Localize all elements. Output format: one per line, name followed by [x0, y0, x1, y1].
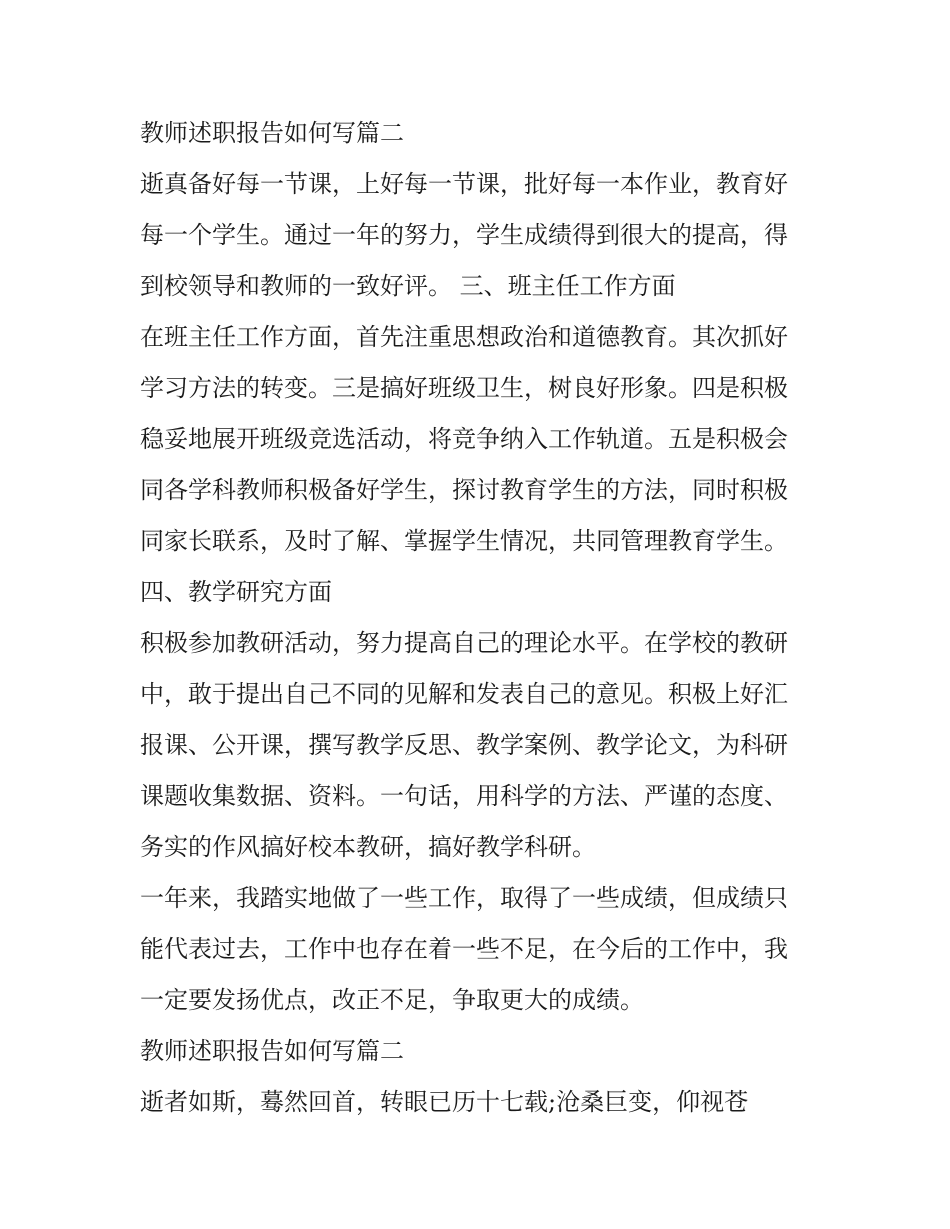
- text-line: 每一个学生。通过一年的努力，学生成绩得到很大的提高，得: [140, 221, 788, 249]
- text-line: 中，敢于提出自己不同的见解和发表自己的意见。积极上好汇: [140, 680, 788, 708]
- text-line: 在班主任工作方面，首先注重思想政治和道德教育。其次抓好: [140, 323, 788, 351]
- text-line: 课题收集数据、资料。一句话，用科学的方法、严谨的态度、: [140, 782, 788, 810]
- text-line: 积极参加教研活动，努力提高自己的理论水平。在学校的教研: [140, 629, 788, 657]
- text-line: 逝者如斯，蓦然回首，转眼已历十七载;沧桑巨变，仰视苍: [140, 1088, 749, 1116]
- text-line: 稳妥地展开班级竞选活动，将竞争纳入工作轨道。五是积极会: [140, 425, 788, 453]
- text-line: 同各学科教师积极备好学生，探讨教育学生的方法，同时积极: [140, 476, 788, 504]
- section-heading: 教师述职报告如何写篇二: [140, 119, 404, 147]
- text-line: 到校领导和教师的一致好评。 三、班主任工作方面: [140, 272, 676, 300]
- text-line: 同家长联系，及时了解、掌握学生情况，共同管理教育学生。: [140, 527, 788, 555]
- text-line: 学习方法的转变。三是搞好班级卫生，树良好形象。四是积极: [140, 374, 788, 402]
- text-line: 一定要发扬优点，改正不足，争取更大的成绩。: [140, 986, 644, 1014]
- section-heading: 四、教学研究方面: [140, 578, 332, 606]
- text-line: 一年来，我踏实地做了一些工作，取得了一些成绩，但成绩只: [140, 884, 788, 912]
- text-line: 报课、公开课，撰写教学反思、教学案例、教学论文，为科研: [140, 731, 788, 759]
- text-line: 逝真备好每一节课，上好每一节课，批好每一本作业，教育好: [140, 170, 788, 198]
- section-heading: 教师述职报告如何写篇二: [140, 1037, 404, 1065]
- text-line: 务实的作风搞好校本教研，搞好教学科研。: [140, 833, 596, 861]
- document-body: [140, 108, 820, 1128]
- text-line: 能代表过去，工作中也存在着一些不足，在今后的工作中，我: [140, 935, 788, 963]
